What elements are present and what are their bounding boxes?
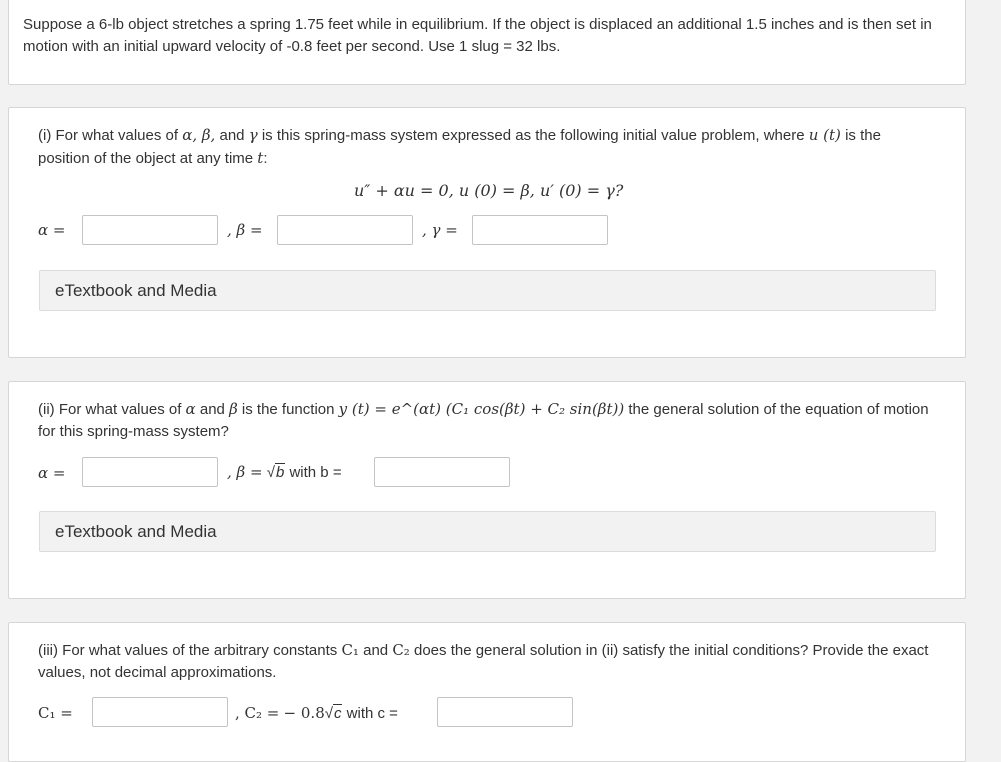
beta-label: , β = xyxy=(227,221,263,239)
problem-statement: Suppose a 6-lb object stretches a spring 1.75 feet while in equilibrium. If the object is displaced an additional 1.5 inches and is then set in motion with an initial upward velocity of -0.8 feet per second. Use 1 slug = 32 lbs. xyxy=(23,16,932,55)
part-2-prompt: (ii) For what values of α and β is the function y (t) = e^(αt) (C₁ cos(βt) + C₂ sin(βt)) the general solution of the equation of motion for this spring-mass system? xyxy=(38,400,929,440)
gamma-label: , γ = xyxy=(422,221,458,239)
part-1-prompt: (i) For what values of α, β, and γ is this spring-mass system expressed as the following initial value problem, where u (t) is the position of the object at any time t: xyxy=(38,126,881,167)
problem-statement-card xyxy=(8,0,966,85)
beta-sqrt-b-label: , β = √b with b = xyxy=(227,463,342,481)
alpha-label: α = xyxy=(38,464,66,482)
part-2-card xyxy=(8,381,966,599)
sqrt-symbol: √b xyxy=(266,464,285,481)
c2-sqrt-c-label: , C₂ = − 0.8√c with c = xyxy=(235,704,398,722)
general-solution-function: y (t) = e^(αt) (C₁ cos(βt) + C₂ sin(βt)) xyxy=(338,400,625,418)
initial-value-problem-equation: u″ + αu = 0, u (0) = β, u′ (0) = γ? xyxy=(354,181,624,200)
c1-input[interactable] xyxy=(92,697,228,727)
part-3-card xyxy=(8,622,966,762)
c1-label: C₁ = xyxy=(38,704,73,722)
part-1-card xyxy=(8,107,966,358)
sqrt-symbol: √c xyxy=(324,705,342,722)
c-input[interactable] xyxy=(437,697,573,727)
alpha-input[interactable] xyxy=(82,457,218,487)
part-3-prompt: (iii) For what values of the arbitrary constants C₁ and C₂ does the general solution in (ii) satisfy the initial conditions? Provide the exact values, not decimal approximations. xyxy=(38,641,929,681)
gamma-input[interactable] xyxy=(472,215,608,245)
etextbook-media-button[interactable]: eTextbook and Media xyxy=(39,270,936,311)
beta-input[interactable] xyxy=(277,215,413,245)
b-input[interactable] xyxy=(374,457,510,487)
alpha-label: α = xyxy=(38,221,66,239)
etextbook-media-button[interactable]: eTextbook and Media xyxy=(39,511,936,552)
alpha-input[interactable] xyxy=(82,215,218,245)
